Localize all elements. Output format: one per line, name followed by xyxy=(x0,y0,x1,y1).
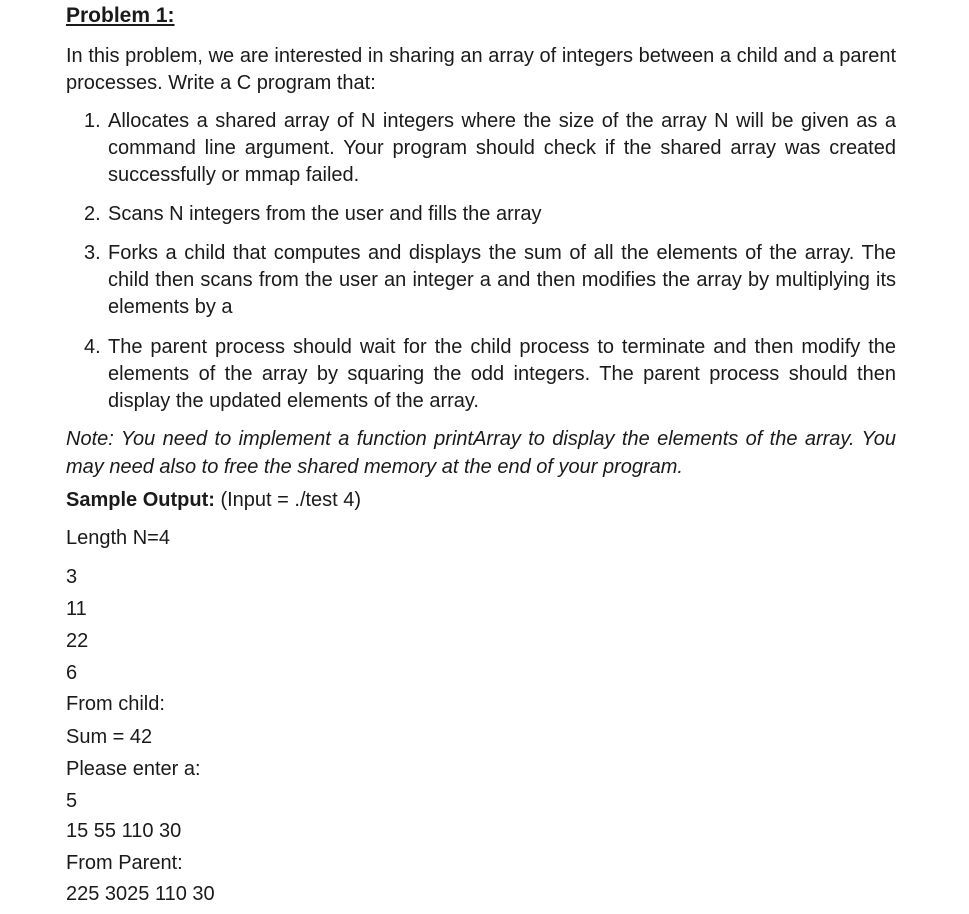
problem-title: Problem 1: xyxy=(66,4,175,27)
output-line: From child: xyxy=(66,693,165,715)
item-text: Forks a child that computes and displays the sum of all the elements of the array. The child then scans from the user an integer a and then modifies the array by multiplying its elements by a xyxy=(108,242,896,318)
sample-output-label: Sample Output: xyxy=(66,489,215,511)
output-line: From Parent: xyxy=(66,852,183,874)
output-line: 22 xyxy=(66,630,89,652)
item-text: The parent process should wait for the child process to terminate and then modify the elements of the array by squaring the odd integers. The parent process should then display the updated elements of the array. xyxy=(108,336,896,412)
output-line: 3 xyxy=(66,566,78,588)
output-line: 6 xyxy=(66,662,78,684)
item-number: 3. xyxy=(84,242,101,264)
sample-input: (Input = ./test 4) xyxy=(214,489,362,511)
requirement-item xyxy=(84,240,896,321)
requirement-item xyxy=(84,201,896,228)
output-line: Length N=4 xyxy=(66,527,170,549)
output-line: Sum = 42 xyxy=(66,726,153,748)
output-line: 225 3025 110 30 xyxy=(66,883,215,905)
requirement-item xyxy=(84,108,896,189)
item-text: Allocates a shared array of N integers where the size of the array N will be given as a command line argument. Your program should check if the shared array was created successfully or mmap failed. xyxy=(108,110,896,186)
output-line: 15 55 110 30 xyxy=(66,820,182,842)
item-number: 4. xyxy=(84,336,101,358)
output-line: 11 xyxy=(66,598,87,620)
implementation-note: Note: You need to implement a function printArray to display the elements of the array. You may need also to free the shared memory at the end of your program. xyxy=(66,428,896,478)
requirement-item xyxy=(84,334,896,415)
problem-intro: In this problem, we are interested in sharing an array of integers between a child and a parent processes. Write a C program that: xyxy=(66,45,896,94)
output-line: Please enter a: xyxy=(66,758,201,780)
output-line: 5 xyxy=(66,790,78,812)
item-number: 2. xyxy=(84,203,101,225)
sample-output-heading xyxy=(66,489,361,512)
item-number: 1. xyxy=(84,110,101,132)
item-text: Scans N integers from the user and fills the array xyxy=(108,203,542,225)
